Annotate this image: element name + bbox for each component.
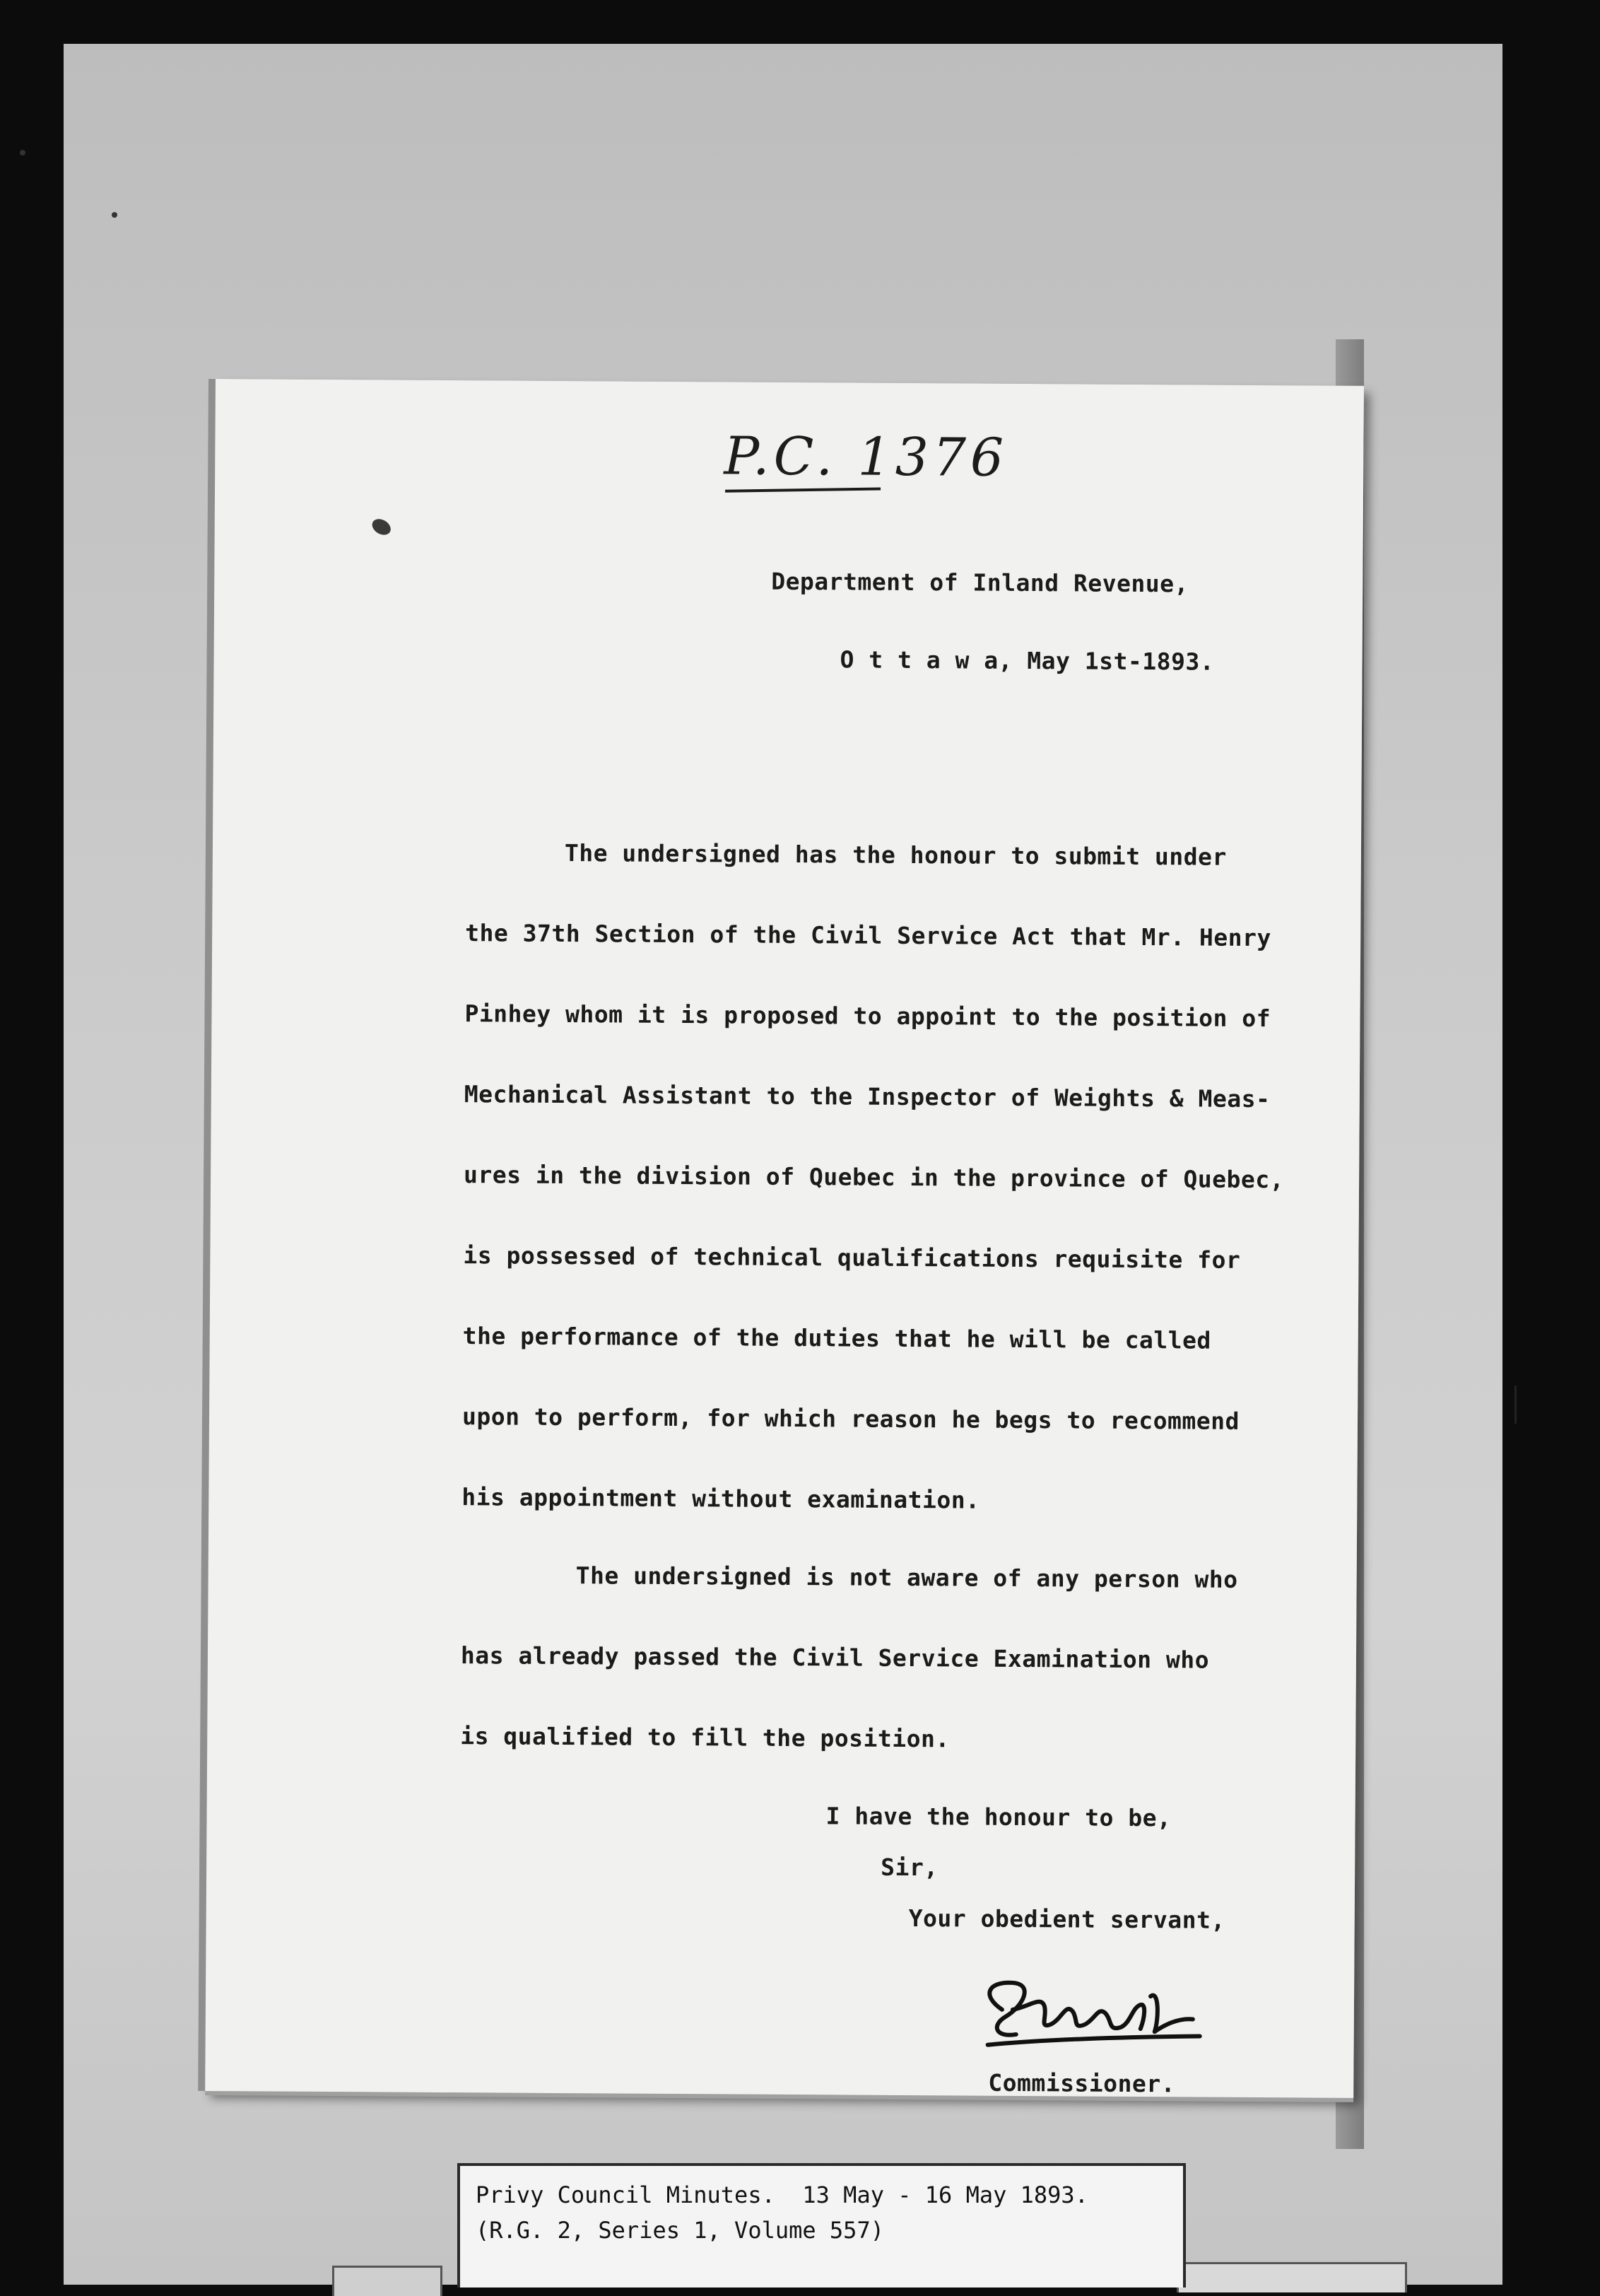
closing-line: Your obedient servant,: [908, 1904, 1225, 1934]
department-heading: Department of Inland Revenue,: [771, 567, 1189, 598]
body-line: has already passed the Civil Service Examination who: [460, 1641, 1210, 1674]
closing-salutation: Sir,: [881, 1853, 939, 1882]
body-line: his appointment without examination.: [461, 1483, 980, 1514]
body-line: The undersigned is not aware of any person who: [575, 1562, 1238, 1593]
speck-mark: [112, 212, 117, 218]
caption-reference: (R.G. 2, Series 1, Volume 557): [476, 2217, 884, 2244]
reference-underline: [725, 487, 881, 492]
signature: [974, 1967, 1215, 2061]
body-line: Mechanical Assistant to the Inspector of Weights & Meas-: [464, 1080, 1271, 1113]
document-sheet: [205, 379, 1364, 2098]
speck-mark: [20, 150, 25, 156]
body-line: the performance of the duties that he will be called: [462, 1322, 1211, 1354]
caption-title: Privy Council Minutes. 13 May - 16 May 1893.: [476, 2181, 1088, 2208]
archive-caption: [457, 2163, 1186, 2288]
body-line: The undersigned has the honour to submit under: [564, 839, 1227, 871]
frame-tab: [332, 2266, 442, 2296]
closing-line: I have the honour to be,: [825, 1802, 1172, 1832]
punch-hole: [370, 516, 394, 538]
frame-tab: [1177, 2262, 1407, 2292]
place-date: O t t a w a, May 1st-1893.: [840, 645, 1215, 676]
reference-note: P.C. 1376: [724, 426, 1008, 488]
body-line: upon to perform, for which reason he begs to recommend: [461, 1402, 1240, 1435]
signatory-title: Commissioner.: [988, 2068, 1176, 2098]
body-line: the 37th Section of the Civil Service Act that Mr. Henry: [465, 919, 1271, 952]
body-line: ures in the division of Quebec in the province of Quebec,: [464, 1161, 1285, 1194]
body-line: is qualified to fill the position.: [460, 1722, 950, 1753]
body-line: is possessed of technical qualifications requisite for: [463, 1241, 1241, 1274]
body-line: Pinhey whom it is proposed to appoint to the position of: [464, 1000, 1271, 1033]
margin-mark: [1514, 1386, 1517, 1424]
